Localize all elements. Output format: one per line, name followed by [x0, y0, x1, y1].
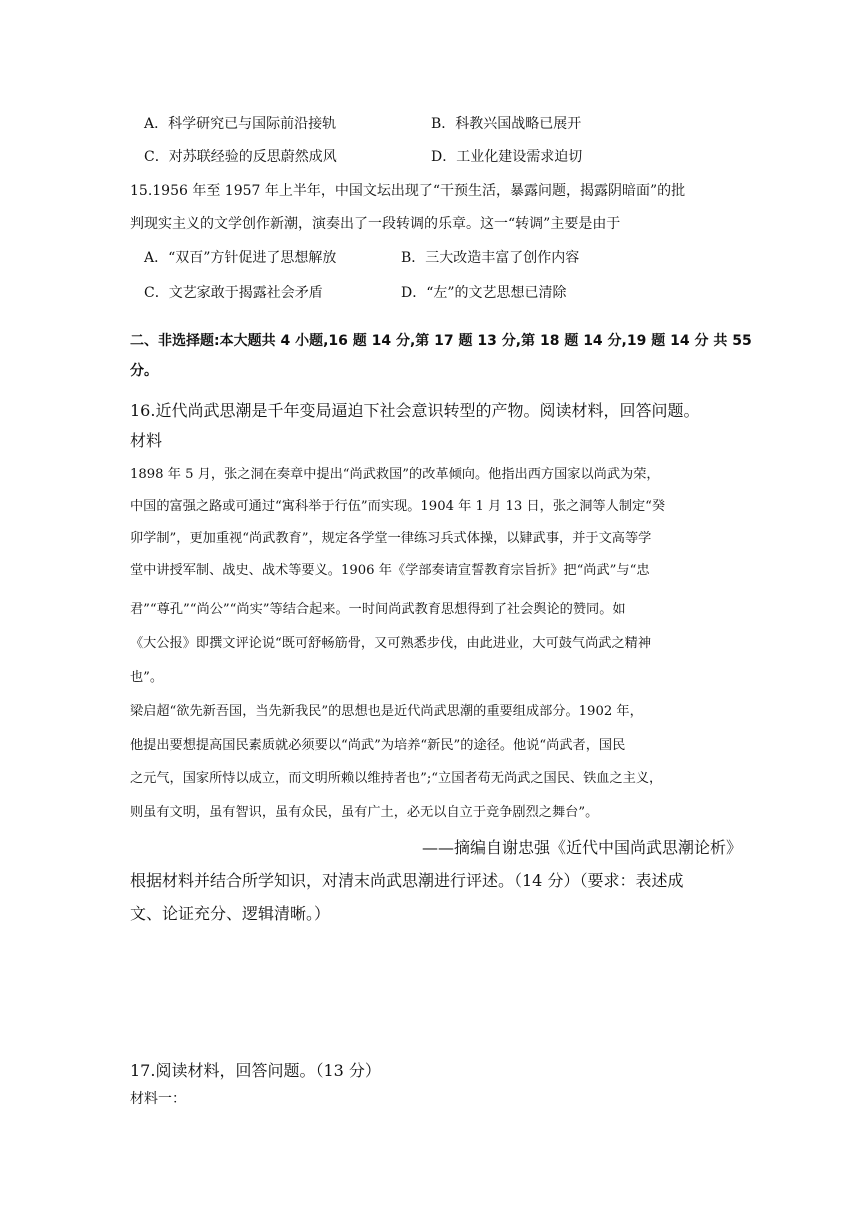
q16-para1-line: 也”。 — [130, 670, 164, 685]
section2-heading-line1: 二、非选择题:本大题共 4 小题,16 题 14 分,第 17 题 13 分,第 18 题 14 分,19 题 14 分 共 55 — [130, 333, 752, 349]
q16-para1-line: 堂中讲授军制、战史、战术等要义。1906 年《学部奏请宣誓教育宗旨折》把“尚武”与“忠 — [130, 563, 650, 578]
section2-heading-line2: 分。 — [130, 363, 158, 379]
q14-option-b: B．科教兴国战略已展开 — [431, 116, 582, 132]
q16-title: 16.近代尚武思潮是千年变局逼迫下社会意识转型的产物。阅读材料，回答问题。 — [130, 401, 700, 420]
q15-option-c: C．文艺家敢于揭露社会矛盾 — [144, 285, 323, 301]
q14-option-a: A．科学研究已与国际前沿接轨 — [144, 116, 337, 132]
q16-para2-line: 梁启超“欲先新吾国，当先新我民”的思想也是近代尚武思潮的重要组成部分。1902 年， — [130, 704, 643, 719]
q16-material-label: 材料 — [130, 431, 163, 450]
q16-para2-line: 之元气，国家所恃以成立，而文明所赖以维持者也”;“立国者苟无尚武之国民、铁血之主义， — [130, 771, 663, 786]
q15-option-a: A．“双百”方针促进了思想解放 — [144, 250, 337, 266]
q16-para1-line: 卯学制”，更加重视“尚武教育”，规定各学堂一律练习兵式体操，以肄武事，并于文高等学 — [130, 531, 652, 546]
q16-para2-line: 则虽有文明，虽有智识，虽有众民，虽有广土，必无以自立于竞争剧烈之舞台”。 — [130, 805, 599, 820]
q16-para1-line: 君”“尊孔”“尚公”“尚实”等结合起来。一时间尚武教育思想得到了社会舆论的赞同。如 — [130, 602, 626, 617]
q15-option-b: B．三大改造丰富了创作内容 — [401, 250, 580, 266]
q17-title: 17.阅读材料，回答问题。（13 分） — [130, 1061, 381, 1080]
q16-task-line2: 文、论证充分、逻辑清晰。） — [130, 904, 331, 923]
q16-para1-line: 《大公报》即撰文评论说“既可舒畅筋骨，又可熟悉步伐，由此进业，大可鼓气尚武之精神 — [130, 636, 652, 651]
q15-option-d: D．“左”的文艺思想已清除 — [401, 285, 567, 301]
q15-stem-line1: 15.1956 年至 1957 年上半年，中国文坛出现了“干预生活，暴露问题，揭露阴暗面”的批 — [130, 183, 686, 199]
q17-material1-label: 材料一： — [130, 1091, 186, 1107]
q16-para1-line: 中国的富强之路或可通过“寓科举于行伍”而实现。1904 年 1 月 13 日，张之洞等人制定“癸 — [130, 499, 666, 514]
q15-stem-line2: 判现实主义的文学创作新潮，演奏出了一段转调的乐章。这一“转调”主要是由于 — [130, 216, 621, 232]
q16-para1-line: 1898 年 5 月，张之洞在奏章中提出“尚武救国”的改革倾向。他指出西方国家以尚武为荣， — [130, 467, 660, 482]
q16-para2-line: 他提出要想提高国民素质就必须要以“尚武”为培养“新民”的途径。他说“尚武者，国民 — [130, 738, 626, 753]
q16-source: ——摘编自谢忠强《近代中国尚武思潮论析》 — [421, 838, 742, 857]
q14-option-d: D．工业化建设需求迫切 — [431, 149, 583, 165]
q14-option-c: C．对苏联经验的反思蔚然成风 — [144, 149, 337, 165]
q16-task-line1: 根据材料并结合所学知识，对清末尚武思潮进行评述。（14 分）（要求：表述成 — [130, 871, 684, 890]
